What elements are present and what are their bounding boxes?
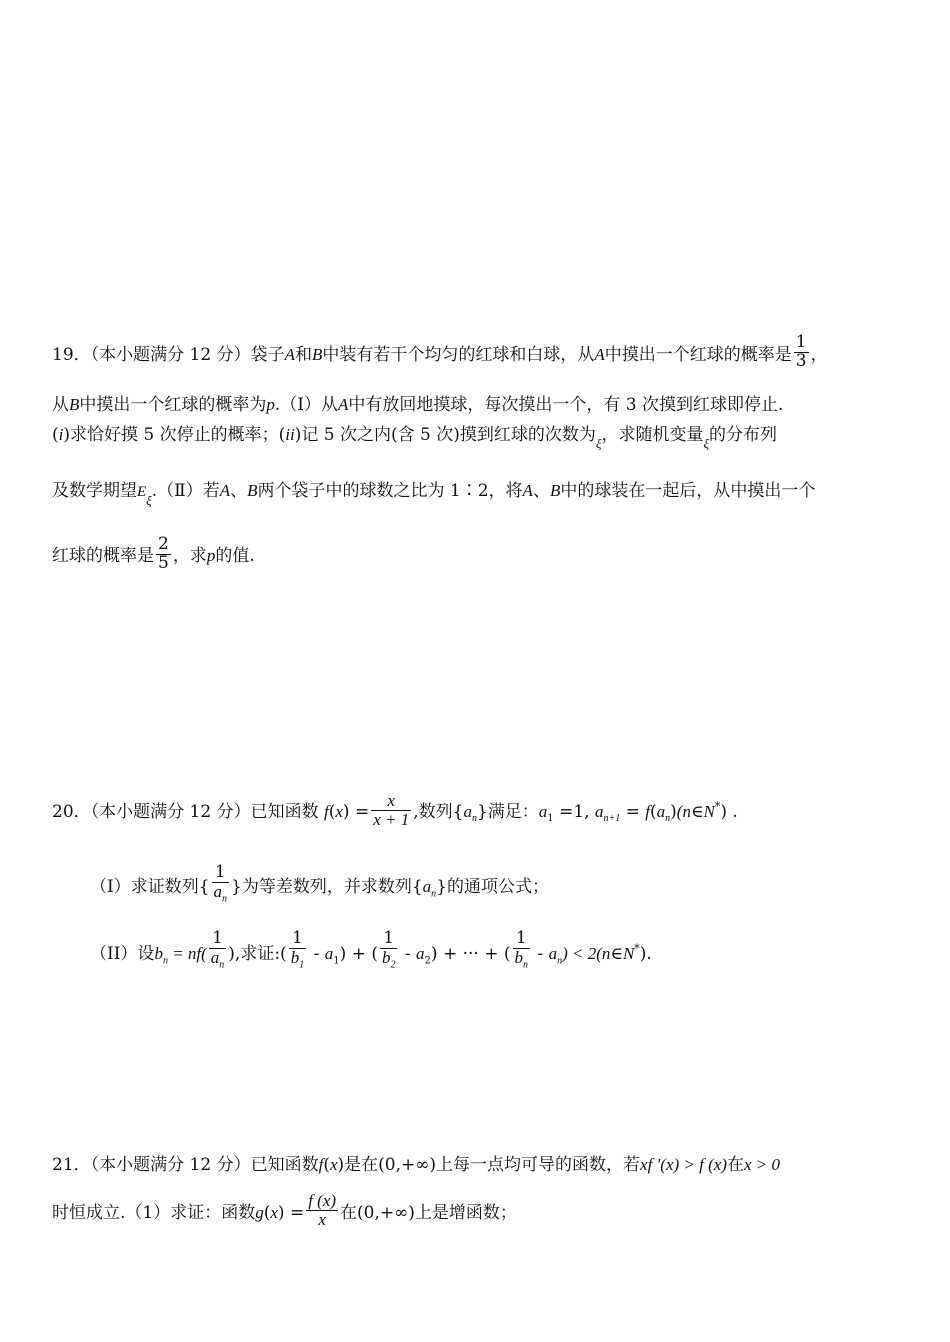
numerator: x (387, 791, 395, 810)
q19-text: 和 (294, 344, 312, 365)
fraction-fx-over-x (306, 1192, 338, 1229)
var-f: f (318, 1155, 324, 1174)
var-E: E (137, 484, 147, 500)
denominator (513, 948, 531, 971)
q21-text: 在 (726, 1155, 744, 1175)
subscript-1: 1 (299, 959, 305, 971)
q20-text: （II）设 (90, 943, 155, 964)
subscript-1: 1 (547, 813, 554, 825)
q19-text: 中装有若干个均匀的红球和白球，从 (322, 344, 595, 365)
superscript-star: * (634, 942, 640, 956)
numerator: 1 (214, 862, 226, 882)
numerator: 1 (795, 332, 807, 352)
fraction-1-over-b1 (289, 930, 307, 971)
var-x: x (270, 1202, 278, 1222)
q19-score: （本小题满分 12 分） (90, 344, 251, 365)
subscript-2: 2 (390, 959, 396, 971)
var-a: a (463, 801, 472, 821)
q20-text: ) < 2(n∈N (562, 943, 635, 963)
subscript-n: n (219, 959, 225, 971)
var-b: b (290, 947, 300, 967)
q20-text: ). (639, 943, 652, 964)
inequality: xf ′(x) > f (x) (640, 1155, 727, 1174)
q20-text: ,数列{ (413, 801, 464, 822)
q19-line4 (52, 481, 816, 508)
subscript-n: n (222, 893, 228, 905)
q19-number: 19． (52, 344, 91, 365)
q20-text: （I）求证数列{ (90, 876, 210, 897)
var-a: a (324, 943, 334, 963)
q21-text: 上是增函数； (414, 1202, 517, 1223)
q20-part1 (90, 862, 549, 905)
numerator: 1 (383, 928, 395, 948)
q20-text: }满足： (476, 801, 539, 822)
var-a: a (422, 876, 432, 896)
var-A: A (594, 344, 605, 364)
numerator: 1 (515, 928, 527, 948)
q19-text: .（Ⅰ）从 (274, 395, 339, 415)
q20-text: = (620, 801, 646, 822)
q19-line1 (52, 332, 828, 371)
subscript-n: n (557, 955, 563, 967)
q19-line3 (52, 425, 778, 451)
var-f: f (645, 801, 650, 821)
q19-text: 中的球装在一起后，从中摸出一个 (560, 481, 816, 501)
q19-text: 袋子 (250, 344, 285, 365)
denominator (209, 948, 227, 971)
q19-text: 中有放回地摸球，每次摸出一个，有 3 次摸到红球即停止. (348, 395, 784, 415)
denominator (289, 948, 307, 971)
var-a: a (538, 801, 548, 821)
var-p: p (266, 395, 275, 414)
q19-text: )记 5 次之内(含 5 次)摸到红球的次数为 (294, 425, 596, 445)
var-a: a (213, 881, 223, 901)
q20-domain: (n∈N (676, 801, 715, 821)
numerator: 1 (292, 928, 303, 948)
roman-ii: ii (285, 425, 295, 444)
roman-i: i (58, 425, 64, 444)
var-a: a (548, 943, 558, 963)
fraction-two-fifths (156, 536, 171, 573)
q19-text: )求恰好摸 5 次停止的概率；( (63, 425, 286, 445)
q21-text: 是在 (344, 1155, 379, 1175)
var-B: B (247, 481, 258, 500)
q20-score: （本小题满分 12 分）已知函数 (90, 801, 319, 822)
subscript-n-plus-1: n+1 (603, 813, 621, 825)
var-x: x (335, 801, 343, 821)
var-a: a (594, 801, 604, 821)
numerator: f (x) (308, 1191, 337, 1210)
subscript-n: n (162, 955, 168, 967)
var-B: B (311, 344, 323, 364)
superscript-star: * (714, 800, 721, 814)
var-A: A (338, 395, 349, 414)
q20-line1: 20．（本小题满分 12 分）已知函数 f(x) = $\frac{x}{x + 1}$ ,数列$\{a_n\}$满足：$a_1 =1$, $a_{n+1}$ = $f(a_n)(n\in N^*)$ . (52, 791, 738, 829)
q20-number: 20． (52, 801, 91, 822)
q20-part2 (90, 928, 652, 971)
q19-line5 (52, 534, 255, 573)
subscript-n: n (665, 813, 671, 825)
q20-text: }为等差数列，并求数列{ (231, 876, 423, 897)
q19-text: 的分布列 (709, 425, 778, 445)
q21-text: 在 (340, 1202, 358, 1223)
q21-text: 时恒成立.（1）求证：函数 (52, 1202, 256, 1223)
subscript-n: n (523, 959, 528, 971)
var-xi: ξ (703, 436, 710, 451)
minus-sign: - (399, 943, 417, 964)
q21-text: 上每一点均可导的函数，若 (436, 1155, 641, 1175)
denominator: 5 (158, 552, 169, 573)
plus-sign: ) + ( (339, 943, 378, 964)
minus-sign: - (308, 943, 325, 964)
var-p: p (206, 545, 216, 565)
var-b: b (381, 947, 391, 967)
q19-text: 红球的概率是 (52, 545, 154, 566)
q19-text: 及数学期望 (52, 481, 137, 501)
subscript-n: n (431, 888, 437, 900)
q19-text: ( (52, 425, 59, 445)
q20-text: ) (720, 801, 728, 822)
var-x: x (329, 1155, 338, 1174)
q19-text: 中摸出一个红球的概率为 (79, 395, 267, 415)
q19-text: 从 (52, 395, 69, 415)
var-B: B (69, 395, 80, 414)
fraction-1-over-an (209, 930, 227, 971)
q19-text: 、 (532, 481, 550, 501)
subscript-1: 1 (333, 955, 340, 967)
subscript-2: 2 (424, 955, 431, 967)
var-f: f (324, 801, 329, 821)
denominator: 3 (795, 350, 807, 371)
var-A: A (219, 481, 231, 500)
q19-text: 、 (230, 481, 248, 501)
denominator (380, 948, 398, 971)
var-A: A (284, 344, 295, 364)
condition: x > 0 (743, 1155, 780, 1174)
denominator: x (306, 1210, 338, 1229)
denominator: x + 1 (373, 809, 410, 829)
q19-text: 中摸出一个红球的概率是 (604, 344, 792, 365)
q21-number: 21． (52, 1155, 91, 1175)
q20-text: = nf( (167, 943, 207, 963)
q19-text: 两个袋子中的球数之比为 1∶2，将 (257, 481, 523, 501)
q19-text: ， (810, 344, 828, 365)
interval: (0,+∞) (378, 1155, 437, 1175)
q21-score: （本小题满分 12 分）已知函数 (90, 1155, 319, 1175)
var-B: B (549, 481, 561, 500)
q20-text: }的通项公式； (436, 876, 549, 897)
fraction-x-over-x-plus-1 (371, 792, 411, 829)
subscript-n: n (471, 813, 477, 825)
interval: (0,+∞) (357, 1202, 415, 1223)
denominator (212, 882, 230, 905)
var-a: a (416, 943, 425, 963)
var-a: a (656, 801, 666, 821)
q19-text: 的值. (215, 545, 255, 566)
var-A: A (522, 481, 533, 500)
var-a: a (210, 947, 220, 967)
var-g: g (255, 1202, 264, 1222)
var-xi: ξ (595, 436, 602, 451)
q21-line1: 21．（本小题满分 12 分）已知函数f(x)是在(0,+∞)上每一点均可导的函数，若xf ′(x) > f (x)在x > 0 (52, 1155, 780, 1175)
fraction-one-third (794, 334, 809, 371)
numerator: 1 (212, 928, 223, 948)
fraction-1-over-an (212, 864, 230, 905)
q20-text: ),求证:( (228, 943, 287, 964)
q19-text: ，求随机变量 (601, 425, 704, 445)
fraction-1-over-b2 (380, 930, 398, 971)
minus-sign: - (532, 943, 549, 964)
q19-line2 (52, 396, 783, 414)
q20-text: =1, (553, 801, 595, 822)
fraction-1-over-bn (513, 930, 531, 971)
q19-text: ，求 (172, 545, 207, 566)
var-b: b (154, 943, 163, 963)
var-xi: ξ (146, 493, 152, 508)
q21-line2: 时恒成立.（1）求证：函数g(x) = $\frac{f (x)}{x}$ 在(0,+∞)上是增函数； (52, 1191, 517, 1229)
q19-text: .（Ⅱ）若 (151, 481, 220, 501)
numerator: 2 (158, 534, 169, 554)
ellipsis: ) + ··· + ( (430, 943, 511, 964)
var-b: b (514, 947, 523, 967)
